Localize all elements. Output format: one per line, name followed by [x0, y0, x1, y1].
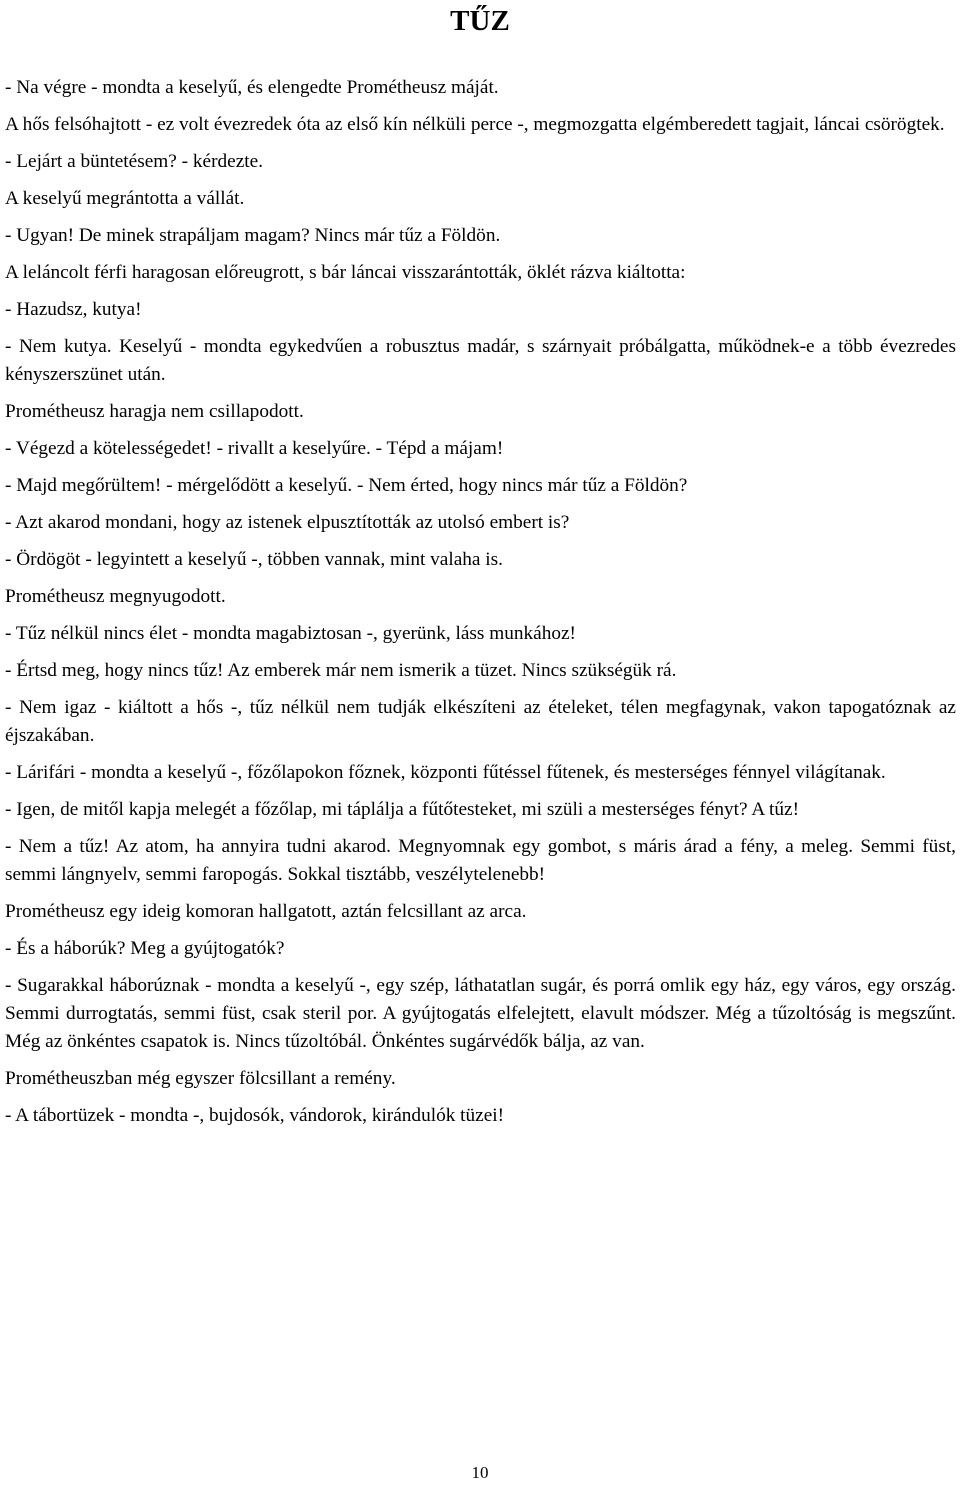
paragraph: Prométheusz egy ideig komoran hallgatott, aztán felcsillant az arca.	[5, 901, 527, 922]
paragraph: A hős felsóhajtott - ez volt évezredek óta az első kín nélküli perce -, megmozgatta elgémberedett tagjait, láncai csörögtek.	[5, 114, 945, 135]
paragraph: Prométheusz megnyugodott.	[5, 586, 226, 607]
paragraph: Prométheusz haragja nem csillapodott.	[5, 401, 304, 422]
paragraph: - És a háborúk? Meg a gyújtogatók?	[5, 938, 285, 959]
paragraph: - Hazudsz, kutya!	[5, 299, 142, 320]
paragraph: - Végezd a kötelességedet! - rivallt a keselyűre. - Tépd a májam!	[5, 438, 504, 459]
paragraph: A keselyű megrántotta a vállát.	[5, 188, 245, 209]
paragraph: - Sugarakkal háborúznak - mondta a keselyű -, egy szép, láthatatlan sugár, és porrá omlik egy ház, egy város, egy ország. Semmi durrogtatás, semmi füst, csak steril por. A gyújtogatás elfelejtett, elavult módszer. Még a tűzoltóság is megszűnt. Még az önkéntes csapatok is. Nincs tűzoltóbál. Önkéntes sugárvédők bálja, az van.	[5, 975, 956, 1052]
paragraph: - Igen, de mitől kapja melegét a főzőlap, mi táplálja a fűtőtesteket, mi szüli a mesterséges fényt? A tűz!	[5, 799, 800, 820]
paragraph: - Ördögöt - legyintett a keselyű -, többen vannak, mint valaha is.	[5, 549, 503, 570]
paragraph: - Értsd meg, hogy nincs tűz! Az emberek már nem ismerik a tüzet. Nincs szükségük rá.	[5, 660, 677, 681]
page-number: 10	[471, 1463, 489, 1482]
paragraph: - Azt akarod mondani, hogy az istenek elpusztították az utolsó embert is?	[5, 512, 570, 533]
paragraph: - A tábortüzek - mondta -, bujdosók, vándorok, kirándulók tüzei!	[5, 1105, 505, 1126]
paragraph: - Nem kutya. Keselyű - mondta egykedvűen a robusztus madár, s szárnyait próbálgatta, működnek-e a több évezredes kényszerszünet után.	[5, 336, 956, 385]
paragraph: - Lejárt a büntetésem? - kérdezte.	[5, 151, 264, 172]
paragraph: - Tűz nélkül nincs élet - mondta magabiztosan -, gyerünk, láss munkához!	[5, 623, 576, 644]
story-text	[5, 74, 956, 1139]
paragraph: - Nem igaz - kiáltott a hős -, tűz nélkül nem tudják elkészíteni az ételeket, télen megfagynak, vakon tapogatóznak az éjszakában.	[5, 697, 956, 746]
page-title: TŰZ	[450, 5, 510, 37]
paragraph: - Majd megőrültem! - mérgelődött a keselyű. - Nem érted, hogy nincs már tűz a Földön?	[5, 475, 688, 496]
paragraph: Prométheuszban még egyszer fölcsillant a remény.	[5, 1068, 396, 1089]
paragraph: - Lárifári - mondta a keselyű -, főzőlapokon főznek, központi fűtéssel fűtenek, és mesterséges fénnyel világítanak.	[5, 762, 886, 783]
paragraph: - Na végre - mondta a keselyű, és elengedte Prométheusz máját.	[5, 77, 499, 98]
paragraph: - Ugyan! De minek strapáljam magam? Nincs már tűz a Földön.	[5, 225, 501, 246]
paragraph: - Nem a tűz! Az atom, ha annyira tudni akarod. Megnyomnak egy gombot, s máris árad a fény, a meleg. Semmi füst, semmi lángnyelv, semmi faropogás. Sokkal tisztább, veszélytelenebb!	[5, 836, 956, 885]
paragraph: A leláncolt férfi haragosan előreugrott, s bár láncai visszarántották, öklét rázva kiáltotta:	[5, 262, 686, 283]
